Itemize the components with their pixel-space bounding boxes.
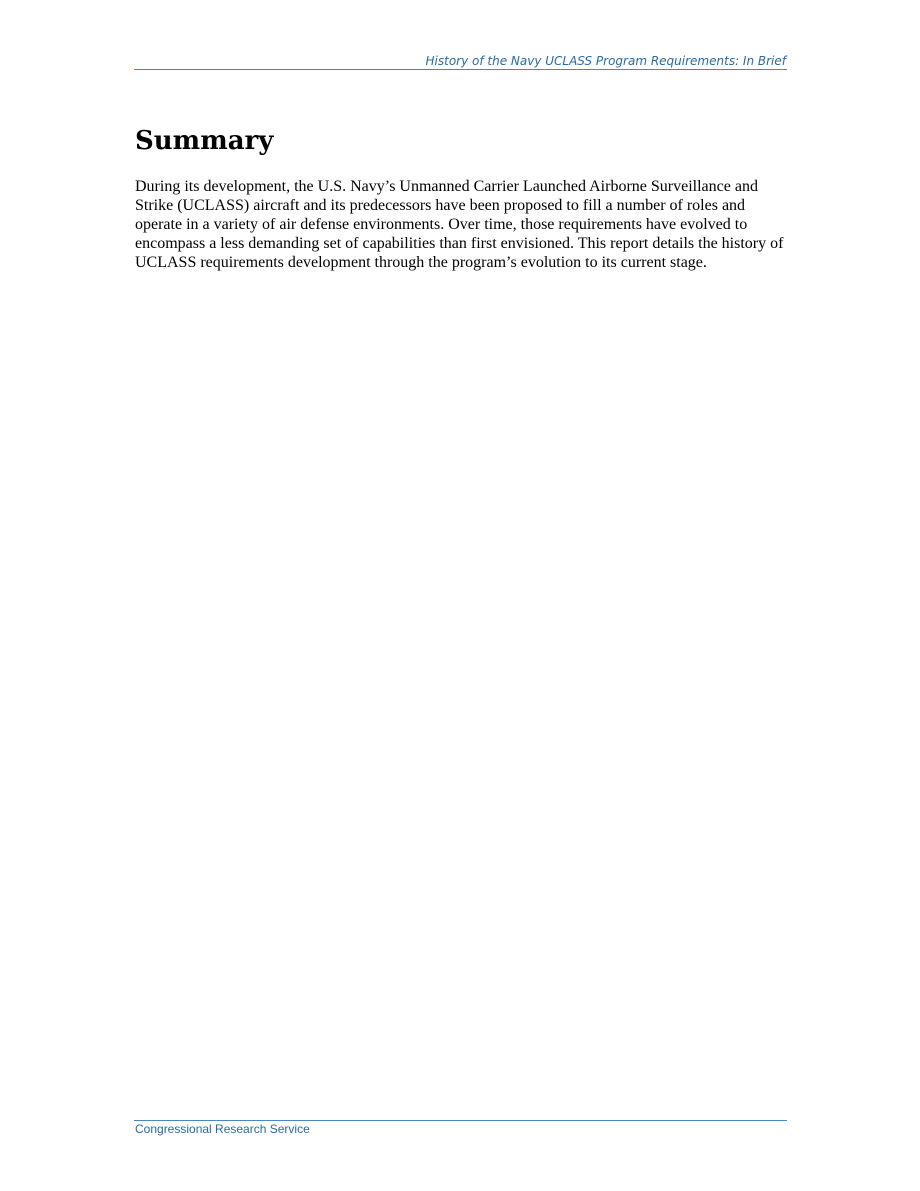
section-title: Summary [135,126,274,156]
running-header-title: History of the Navy UCLASS Program Requirements: In Brief [425,54,786,68]
summary-paragraph: During its development, the U.S. Navy’s Unmanned Carrier Launched Airborne Surveillance and Strike (UCLASS) aircraft and its predecessors have been proposed to fill a number of roles and operate in a variety of air defense environments. Over time, those requirements have evolved to encompass a less demanding set of capabilities than first envisioned. This report details the history of UCLASS requirements development through the program’s evolution to its current stage. [135,178,784,271]
running-footer-publisher: Congressional Research Service [135,1122,310,1136]
header-rule [134,69,787,70]
footer-rule [134,1120,787,1121]
